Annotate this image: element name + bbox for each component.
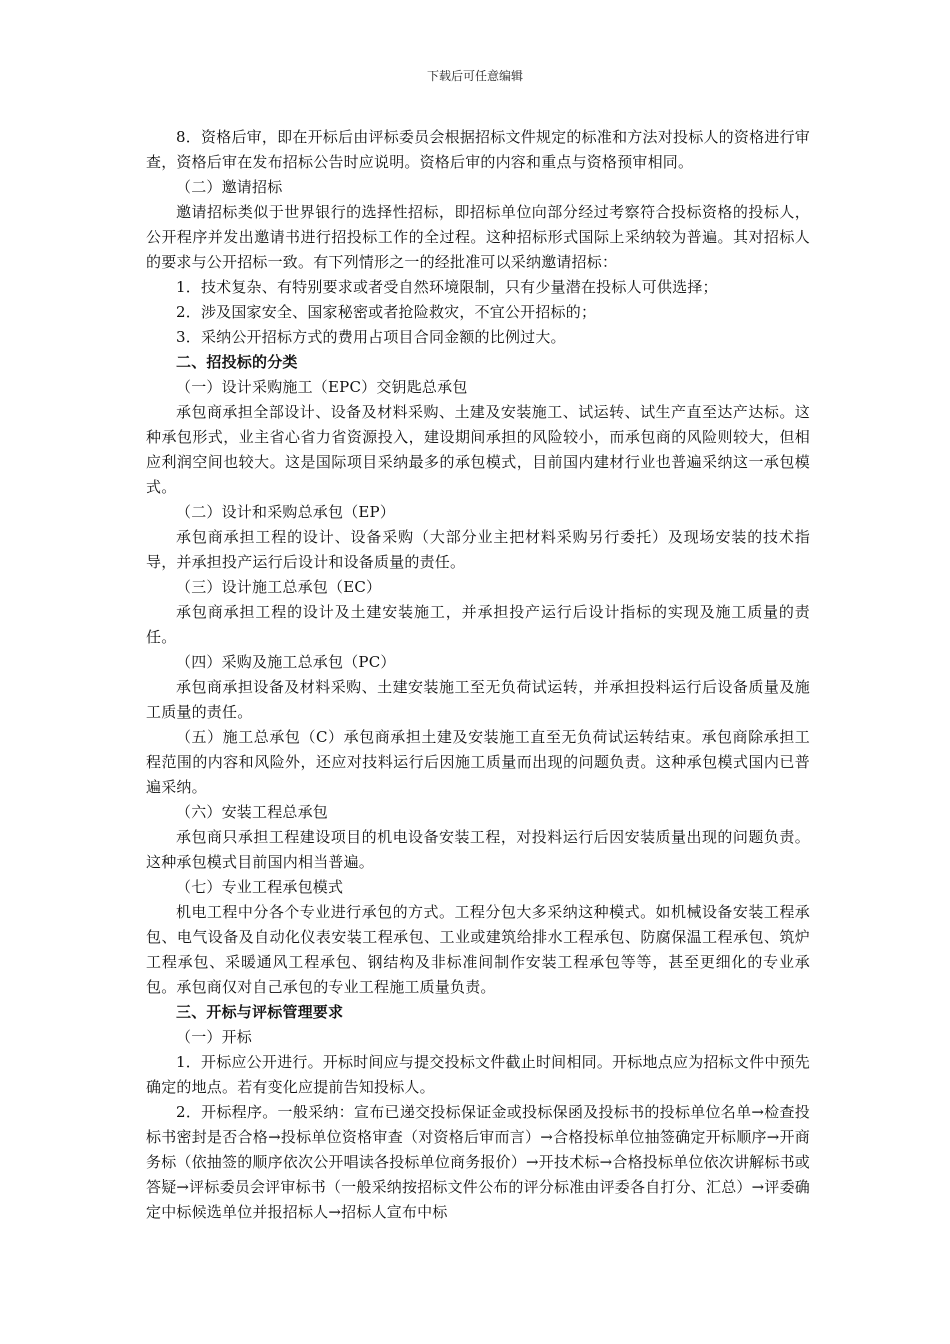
paragraph-ep: 承包商承担工程的设计、设备采购（大部分业主把材料采购另行委托）及现场安装的技术指导，并承担投产运行后设计和设备质量的责任。 xyxy=(146,528,810,571)
list-item-3: 3．采纳公开招标方式的费用占项目合同金额的比例过大。 xyxy=(176,328,566,346)
subheading-installation: （六）安装工程总承包 xyxy=(176,803,329,821)
subheading-pc: （四）采购及施工总承包（PC） xyxy=(176,653,396,671)
paragraph-qualification-post-review: 8．资格后审，即在开标后由评标委员会根据招标文件规定的标准和方法对投标人的资格进行审查，资格后审在发布招标公告时应说明。资格后审的内容和重点与资格预审相同。 xyxy=(146,128,810,171)
subheading-invited-bidding: （二）邀请招标 xyxy=(176,178,283,196)
paragraph-ec: 承包商承担工程的设计及土建安装施工，并承担投产运行后设计指标的实现及施工质量的责任。 xyxy=(146,603,810,646)
subheading-opening: （一）开标 xyxy=(176,1028,253,1046)
subheading-ec: （三）设计施工总承包（EC） xyxy=(176,578,382,596)
paragraph-c: （五）施工总承包（C）承包商承担土建及安装施工直至无负荷试运转结束。承包商除承担工程范围的内容和风险外，还应对技料运行后因施工质量而出现的问题负责。这种承包模式国内已普遍采纳。 xyxy=(146,728,810,796)
paragraph-opening-1: 1．开标应公开进行。开标时间应与提交投标文件截止时间相同。开标地点应为招标文件中预先确定的地点。若有变化应提前告知投标人。 xyxy=(146,1053,810,1096)
section-heading-bid-opening: 三、开标与评标管理要求 xyxy=(176,1003,344,1021)
subheading-epc: （一）设计采购施工（EPC）交钥匙总承包 xyxy=(176,378,468,396)
section-heading-classification: 二、招投标的分类 xyxy=(176,353,298,371)
paragraph-opening-2: 2．开标程序。一般采纳：宣布已递交投标保证金或投标保函及投标书的投标单位名单→检查投标书密封是否合格→投标单位资格审查（对资格后审而言）→合格投标单位抽签确定开标顺序→开商务标（依抽签的顺序依次公开唱读各投标单位商务报价）→开技术标→合格投标单位依次讲解标书或答疑→评标委员会评审标书（一般采纳按招标文件公布的评分标准由评委各自打分、汇总）→评委确定中标候选单位并报招标人→招标人宣布中标 xyxy=(146,1103,810,1221)
list-item-2: 2．涉及国家安全、国家秘密或者抢险救灾，不宜公开招标的； xyxy=(176,303,597,321)
document-body xyxy=(146,125,810,1225)
paragraph-epc: 承包商承担全部设计、设备及材料采购、土建及安装施工、试运转、试生产直至达产达标。这种承包形式，业主省心省力省资源投入，建设期间承担的风险较小，而承包商的风险则较大，但相应利润空间也较大。这是国际项目采纳最多的承包模式，目前国内建材行业也普遍采纳这一承包模式。 xyxy=(146,403,810,496)
paragraph-installation: 承包商只承担工程建设项目的机电设备安装工程，对投料运行后因安装质量出现的问题负责。这种承包模式目前国内相当普遍。 xyxy=(146,828,810,871)
list-item-1: 1．技术复杂、有特别要求或者受自然环境限制，只有少量潜在投标人可供选择； xyxy=(176,278,718,296)
paragraph-pc: 承包商承担设备及材料采购、土建安装施工至无负荷试运转，并承担投料运行后设备质量及施工质量的责任。 xyxy=(146,678,810,721)
page-header: 下载后可任意编辑 xyxy=(426,69,523,83)
paragraph-invited-bidding: 邀请招标类似于世界银行的选择性招标，即招标单位向部分经过考察符合投标资格的投标人，公开程序并发出邀请书进行招投标工作的全过程。这种招标形式国际上采纳较为普遍。其对招标人的要求与公开招标一致。有下列情形之一的经批准可以采纳邀请招标： xyxy=(146,203,810,271)
subheading-specialized: （七）专业工程承包模式 xyxy=(176,878,344,896)
paragraph-specialized: 机电工程中分各个专业进行承包的方式。工程分包大多采纳这种模式。如机械设备安装工程承包、电气设备及自动化仪表安装工程承包、工业或建筑给排水工程承包、防腐保温工程承包、筑炉工程承包、采暖通风工程承包、钢结构及非标准间制作安装工程承包等等，甚至更细化的专业承包。承包商仅对自己承包的专业工程施工质量负责。 xyxy=(146,903,810,996)
subheading-ep: （二）设计和采购总承包（EP） xyxy=(176,503,396,521)
